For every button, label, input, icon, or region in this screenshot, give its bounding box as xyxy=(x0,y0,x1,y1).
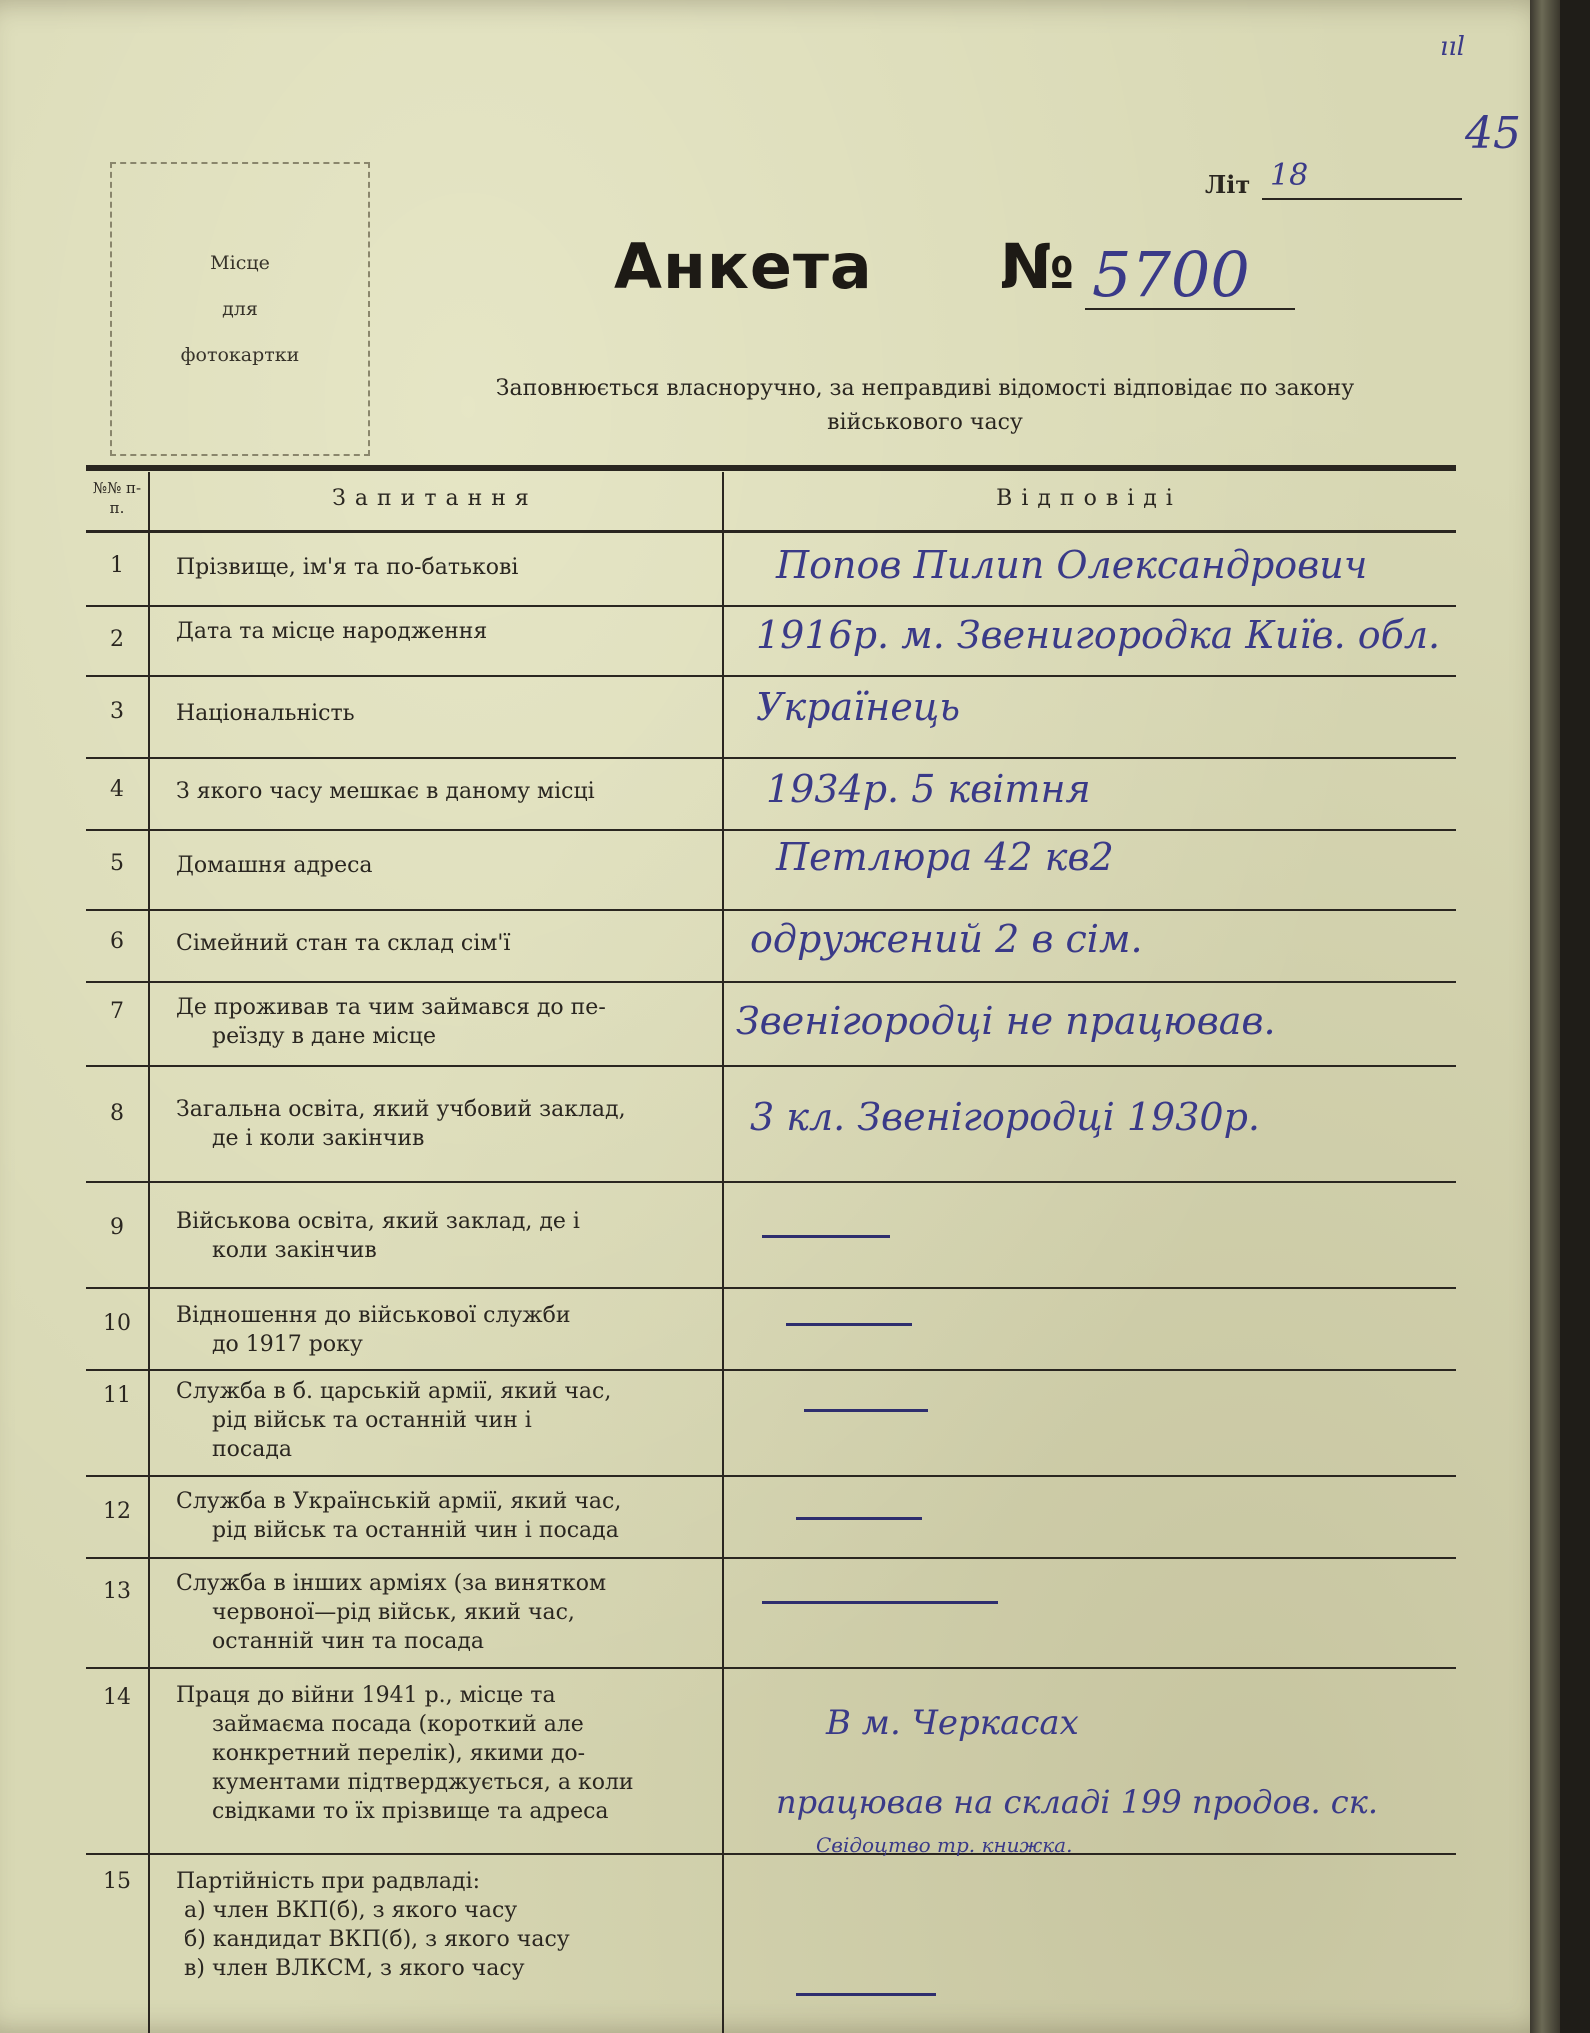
question-line: Військова освіта, який заклад, де і xyxy=(176,1209,580,1234)
question-line: б) кандидат ВКП(б), з якого часу xyxy=(184,1927,570,1952)
table-row xyxy=(86,1557,1456,1669)
table-row xyxy=(86,1667,1456,1855)
question-line: рід військ та останній чин і xyxy=(212,1408,532,1433)
photo-label-line3: фотокартки xyxy=(180,344,300,366)
header-question: Запитання xyxy=(332,486,538,511)
row-question xyxy=(176,851,786,880)
row-question xyxy=(176,929,786,958)
row-number: 9 xyxy=(110,1215,124,1240)
photo-label-line2: для xyxy=(222,298,258,320)
row-answer: 1934р. 5 квітня xyxy=(766,767,1091,811)
question-line: до 1917 року xyxy=(212,1332,363,1357)
row-number: 6 xyxy=(110,929,124,954)
row-number: 15 xyxy=(103,1869,131,1894)
photo-placeholder xyxy=(110,162,370,456)
row-question xyxy=(176,617,786,646)
question-line: а) член ВКП(б), з якого часу xyxy=(184,1898,518,1923)
question-line: Прізвище, ім'я та по-батькові xyxy=(176,555,519,580)
question-line: Служба в інших арміях (за винятком xyxy=(176,1571,607,1596)
row-number: 14 xyxy=(103,1685,131,1710)
row-answer-line3: Свідоцтво тр. книжка. xyxy=(816,1833,1073,1857)
row-question xyxy=(176,1095,786,1153)
answer-dash xyxy=(804,1409,928,1412)
row-answer: Звенігородці не працював. xyxy=(736,999,1276,1043)
row-question xyxy=(176,1681,786,1826)
row-answer: Петлюра 42 кв2 xyxy=(776,835,1114,879)
answer-dash xyxy=(796,1993,936,1996)
row-number: 8 xyxy=(110,1101,124,1126)
row-number: 2 xyxy=(110,627,124,652)
question-line: свідками то їх прізвище та адреса xyxy=(212,1799,609,1824)
form-instructions xyxy=(395,372,1455,440)
question-line: Домашня адреса xyxy=(176,853,373,878)
row-number: 10 xyxy=(103,1311,131,1336)
table-row xyxy=(86,605,1456,677)
question-line: Відношення до військової служби xyxy=(176,1303,571,1328)
row-answer: одружений 2 в сім. xyxy=(750,917,1143,961)
question-line: конкретний перелік), якими до- xyxy=(212,1741,586,1766)
question-line: рід військ та останній чин і посада xyxy=(212,1518,619,1543)
question-line: коли закінчив xyxy=(212,1238,377,1263)
instructions-line1: Заповнюється власноручно, за неправдиві відомості відповідає по закону xyxy=(495,376,1355,401)
row-question xyxy=(176,1377,786,1464)
question-line: кументами підтверджується, а коли xyxy=(212,1770,634,1795)
question-line: посада xyxy=(212,1437,293,1462)
question-line: Загальна освіта, який учбовий заклад, xyxy=(176,1097,626,1122)
table-row xyxy=(86,1853,1456,2033)
question-line: Служба в б. царській армії, який час, xyxy=(176,1379,612,1404)
row-answer: 1916р. м. Звенигородка Київ. обл. xyxy=(756,613,1441,657)
table-top-rule xyxy=(86,465,1456,471)
question-line: Де проживав та чим займався до пе- xyxy=(176,995,606,1020)
table-row xyxy=(86,533,1456,607)
table-row xyxy=(86,1287,1456,1371)
row-number: 5 xyxy=(110,851,124,876)
header-num: №№ п-п. xyxy=(92,479,142,517)
question-line: Служба в Українській армії, який час, xyxy=(176,1489,622,1514)
number-sign: № xyxy=(1000,230,1075,303)
row-number: 1 xyxy=(110,553,124,578)
table-row xyxy=(86,1475,1456,1559)
row-number: 12 xyxy=(103,1499,131,1524)
lit-underline xyxy=(1262,198,1462,200)
table-row xyxy=(86,1369,1456,1477)
row-answer: Попов Пилип Олександрович xyxy=(776,543,1368,587)
table-row xyxy=(86,675,1456,759)
row-question xyxy=(176,699,786,728)
row-number: 11 xyxy=(103,1383,131,1408)
question-line: Сімейний стан та склад сім'ї xyxy=(176,931,511,956)
row-number: 3 xyxy=(110,699,124,724)
table-row xyxy=(86,1065,1456,1183)
form-title: Анкета xyxy=(614,230,873,303)
row-number: 4 xyxy=(110,777,124,802)
table-row xyxy=(86,829,1456,911)
answer-dash xyxy=(786,1323,912,1326)
row-question xyxy=(176,993,786,1051)
question-line: займаєма посада (короткий але xyxy=(212,1712,584,1737)
row-question xyxy=(176,1207,786,1265)
row-answer: 3 кл. Звенігородці 1930р. xyxy=(750,1095,1260,1139)
answer-dash xyxy=(762,1235,890,1238)
question-line: З якого часу мешкає в даному місці xyxy=(176,779,595,804)
table-row xyxy=(86,757,1456,831)
row-number: 7 xyxy=(110,999,124,1024)
questionnaire-table xyxy=(86,472,1456,2033)
question-line: де і коли закінчив xyxy=(212,1126,425,1151)
row-answer: Українець xyxy=(756,685,961,729)
lit-value: 18 xyxy=(1270,158,1309,193)
question-line: в) член ВЛКСМ, з якого часу xyxy=(184,1956,525,1981)
row-question xyxy=(176,1867,786,1983)
corner-top-mark: ııl xyxy=(1440,32,1465,62)
table-row xyxy=(86,981,1456,1067)
row-answer-line2: працював на складі 199 продов. ск. xyxy=(776,1783,1378,1821)
page-number: 45 xyxy=(1465,108,1521,159)
question-line: червоної—рід військ, який час, xyxy=(212,1600,575,1625)
form-number: 5700 xyxy=(1092,238,1250,311)
photo-label-line1: Місце xyxy=(210,252,270,274)
question-line: Партійність при радвладі: xyxy=(176,1869,481,1894)
answer-dash xyxy=(762,1601,998,1604)
lit-label: Літ xyxy=(1205,170,1251,199)
question-line: останній чин та посада xyxy=(212,1629,485,1654)
instructions-line2: військового часу xyxy=(827,410,1023,435)
header-answer: Відповіді xyxy=(996,486,1182,511)
row-question xyxy=(176,777,786,806)
row-answer: В м. Черкасах xyxy=(826,1703,1079,1743)
row-question xyxy=(176,1301,786,1359)
answer-dash xyxy=(796,1517,922,1520)
row-question xyxy=(176,553,786,582)
page-edge xyxy=(1530,0,1560,2033)
row-number: 13 xyxy=(103,1579,131,1604)
question-line: Національність xyxy=(176,701,355,726)
question-line: реїзду в дане місце xyxy=(212,1024,436,1049)
row-question xyxy=(176,1569,786,1656)
table-header xyxy=(86,472,1456,533)
row-question xyxy=(176,1487,786,1545)
question-line: Праця до війни 1941 р., місце та xyxy=(176,1683,556,1708)
table-row xyxy=(86,1181,1456,1289)
table-row xyxy=(86,909,1456,983)
question-line: Дата та місце народження xyxy=(176,619,488,644)
